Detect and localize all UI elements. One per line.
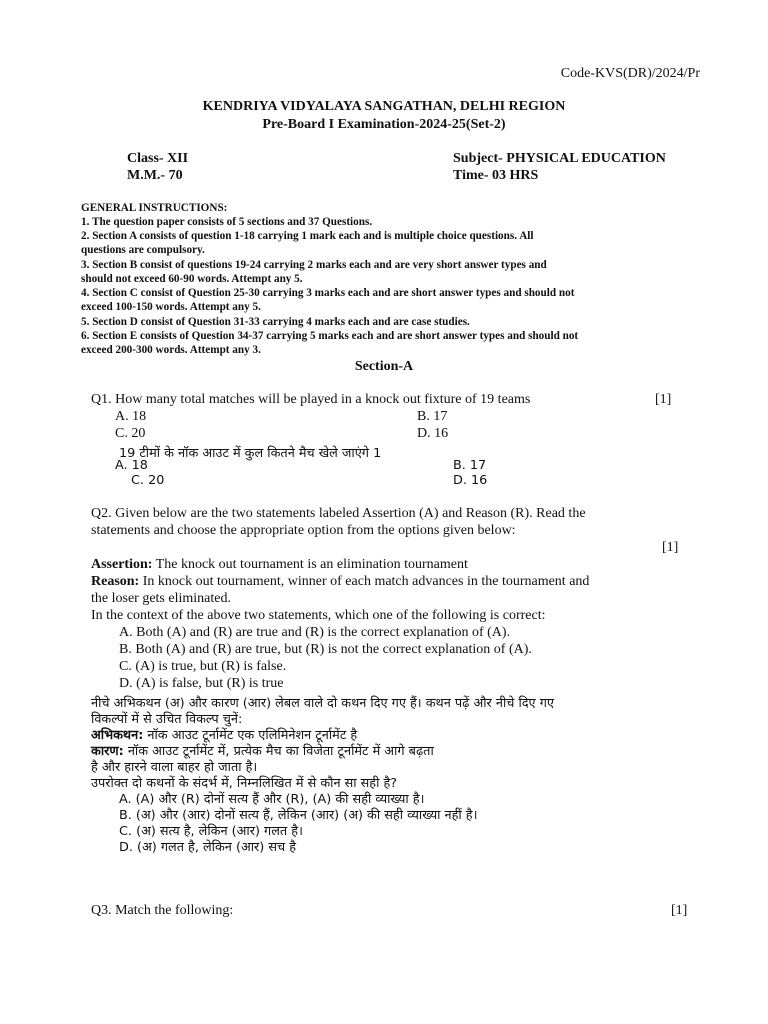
q2-option-d: D. (A) is false, but (R) is true	[119, 676, 284, 691]
reason-text: In knock out tournament, winner of each match advances in the tournament and	[139, 574, 590, 589]
instruction-line: 2. Section A consists of question 1-18 carrying 1 mark each and is multiple choice questions. All	[81, 230, 534, 242]
instruction-line: should not exceed 60-90 words. Attempt any 5.	[81, 273, 303, 285]
instruction-line: exceed 200-300 words. Attempt any 3.	[81, 344, 261, 356]
hindi-reason-text: नॉक आउट टूर्नामेंट में, प्रत्येक मैच का विजेता टूर्नामेंट में आगे बढ़ता	[123, 744, 434, 759]
q2-hindi-intro-line1: नीचे अभिकथन (अ) और कारण (आर) लेबल वाले दो कथन दिए गए हैं। कथन पढ़ें और नीचे दिए गए	[91, 696, 554, 711]
q1-option-a: A. 18	[115, 409, 147, 424]
assertion-text: The knock out tournament is an elimination tournament	[152, 557, 468, 572]
q2-option-b: B. Both (A) and (R) are true, but (R) is not the correct explanation of (A).	[119, 642, 532, 657]
q2-marks: [1]	[662, 540, 679, 555]
section-a-heading: Section-A	[354, 359, 414, 374]
class-label: Class- XII	[127, 151, 189, 166]
q2-option-c: C. (A) is true, but (R) is false.	[119, 659, 287, 674]
q1-option-b: B. 17	[417, 409, 448, 424]
q1-hindi-option-d: D. 16	[453, 473, 488, 488]
exam-title: Pre-Board I Examination-2024-25(Set-2)	[262, 117, 506, 132]
q2-hindi-option-d: D. (अ) गलत है, लेकिन (आर) सच है	[119, 840, 296, 855]
time-label: Time- 03 HRS	[453, 168, 539, 183]
hindi-reason-label: कारण:	[91, 744, 124, 759]
instructions-heading: GENERAL INSTRUCTIONS:	[81, 202, 228, 214]
q1-text: Q1. How many total matches will be played in a knock out fixture of 19 teams	[91, 392, 531, 407]
q2-hindi-context: उपरोक्त दो कथनों के संदर्भ में, निम्नलिखित में से कौन सा सही है?	[91, 776, 398, 791]
q1-option-c: C. 20	[115, 426, 146, 441]
reason-label: Reason:	[91, 574, 140, 589]
q1-hindi-text: 19 टीमों के नॉक आउट में कुल कितने मैच खेले जाएंगे 1	[119, 446, 382, 461]
q1-option-d: D. 16	[417, 426, 449, 441]
q1-hindi-option-a: A. 18	[115, 458, 148, 473]
q2-hindi-option-a: A. (A) और (R) दोनों सत्य हैं और (R), (A) की सही व्याख्या है।	[119, 792, 425, 807]
q2-hindi-option-c: C. (अ) सत्य है, लेकिन (आर) गलत है।	[119, 824, 303, 839]
q2-hindi-option-b: B. (अ) और (आर) दोनों सत्य हैं, लेकिन (आर) (अ) की सही व्याख्या नहीं है।	[119, 808, 478, 823]
q2-reason	[91, 574, 589, 590]
q2-text-line2: statements and choose the appropriate option from the options given below:	[91, 523, 516, 538]
assertion-label: Assertion:	[91, 557, 153, 572]
subject-label: Subject- PHYSICAL EDUCATION	[453, 151, 666, 166]
instruction-line: 3. Section B consist of questions 19-24 carrying 2 marks each and are very short answer types and	[81, 259, 547, 271]
q2-hindi-reason-line2: है और हारने वाला बाहर हो जाता है।	[91, 760, 258, 775]
hindi-assertion-text: नॉक आउट टूर्नामेंट एक एलिमिनेशन टूर्नामेंट है	[143, 728, 358, 743]
max-marks-label: M.M.- 70	[127, 168, 183, 183]
q3-text: Q3. Match the following:	[91, 903, 234, 918]
instruction-line: 6. Section E consists of Question 34-37 carrying 5 marks each and are short answer types and should not	[81, 330, 579, 342]
q2-hindi-intro-line2: विकल्पों में से उचित विकल्प चुनें:	[91, 712, 243, 727]
q2-text-line1: Q2. Given below are the two statements labeled Assertion (A) and Reason (R). Read the	[91, 506, 586, 521]
organisation-title: KENDRIYA VIDYALAYA SANGATHAN, DELHI REGION	[202, 99, 566, 114]
q2-assertion	[91, 557, 468, 573]
paper-code: Code-KVS(DR)/2024/Pr	[560, 66, 700, 81]
q1-hindi-option-c: C. 20	[131, 473, 165, 488]
instruction-line: questions are compulsory.	[81, 244, 205, 256]
instruction-line: 4. Section C consist of Question 25-30 carrying 3 marks each and are short answer types and should not	[81, 287, 575, 299]
q2-context: In the context of the above two statements, which one of the following is correct:	[91, 608, 546, 623]
q3-marks: [1]	[671, 903, 688, 918]
instruction-line: exceed 100-150 words. Attempt any 5.	[81, 301, 261, 313]
q2-option-a: A. Both (A) and (R) are true and (R) is the correct explanation of (A).	[119, 625, 511, 640]
q1-hindi-option-b: B. 17	[453, 458, 487, 473]
instruction-line: 1. The question paper consists of 5 sections and 37 Questions.	[81, 216, 373, 228]
q1-marks: [1]	[655, 392, 672, 407]
hindi-assertion-label: अभिकथन:	[91, 728, 144, 743]
q2-reason-line2: the loser gets eliminated.	[91, 591, 231, 606]
instruction-line: 5. Section D consist of Question 31-33 carrying 4 marks each and are case studies.	[81, 316, 470, 328]
